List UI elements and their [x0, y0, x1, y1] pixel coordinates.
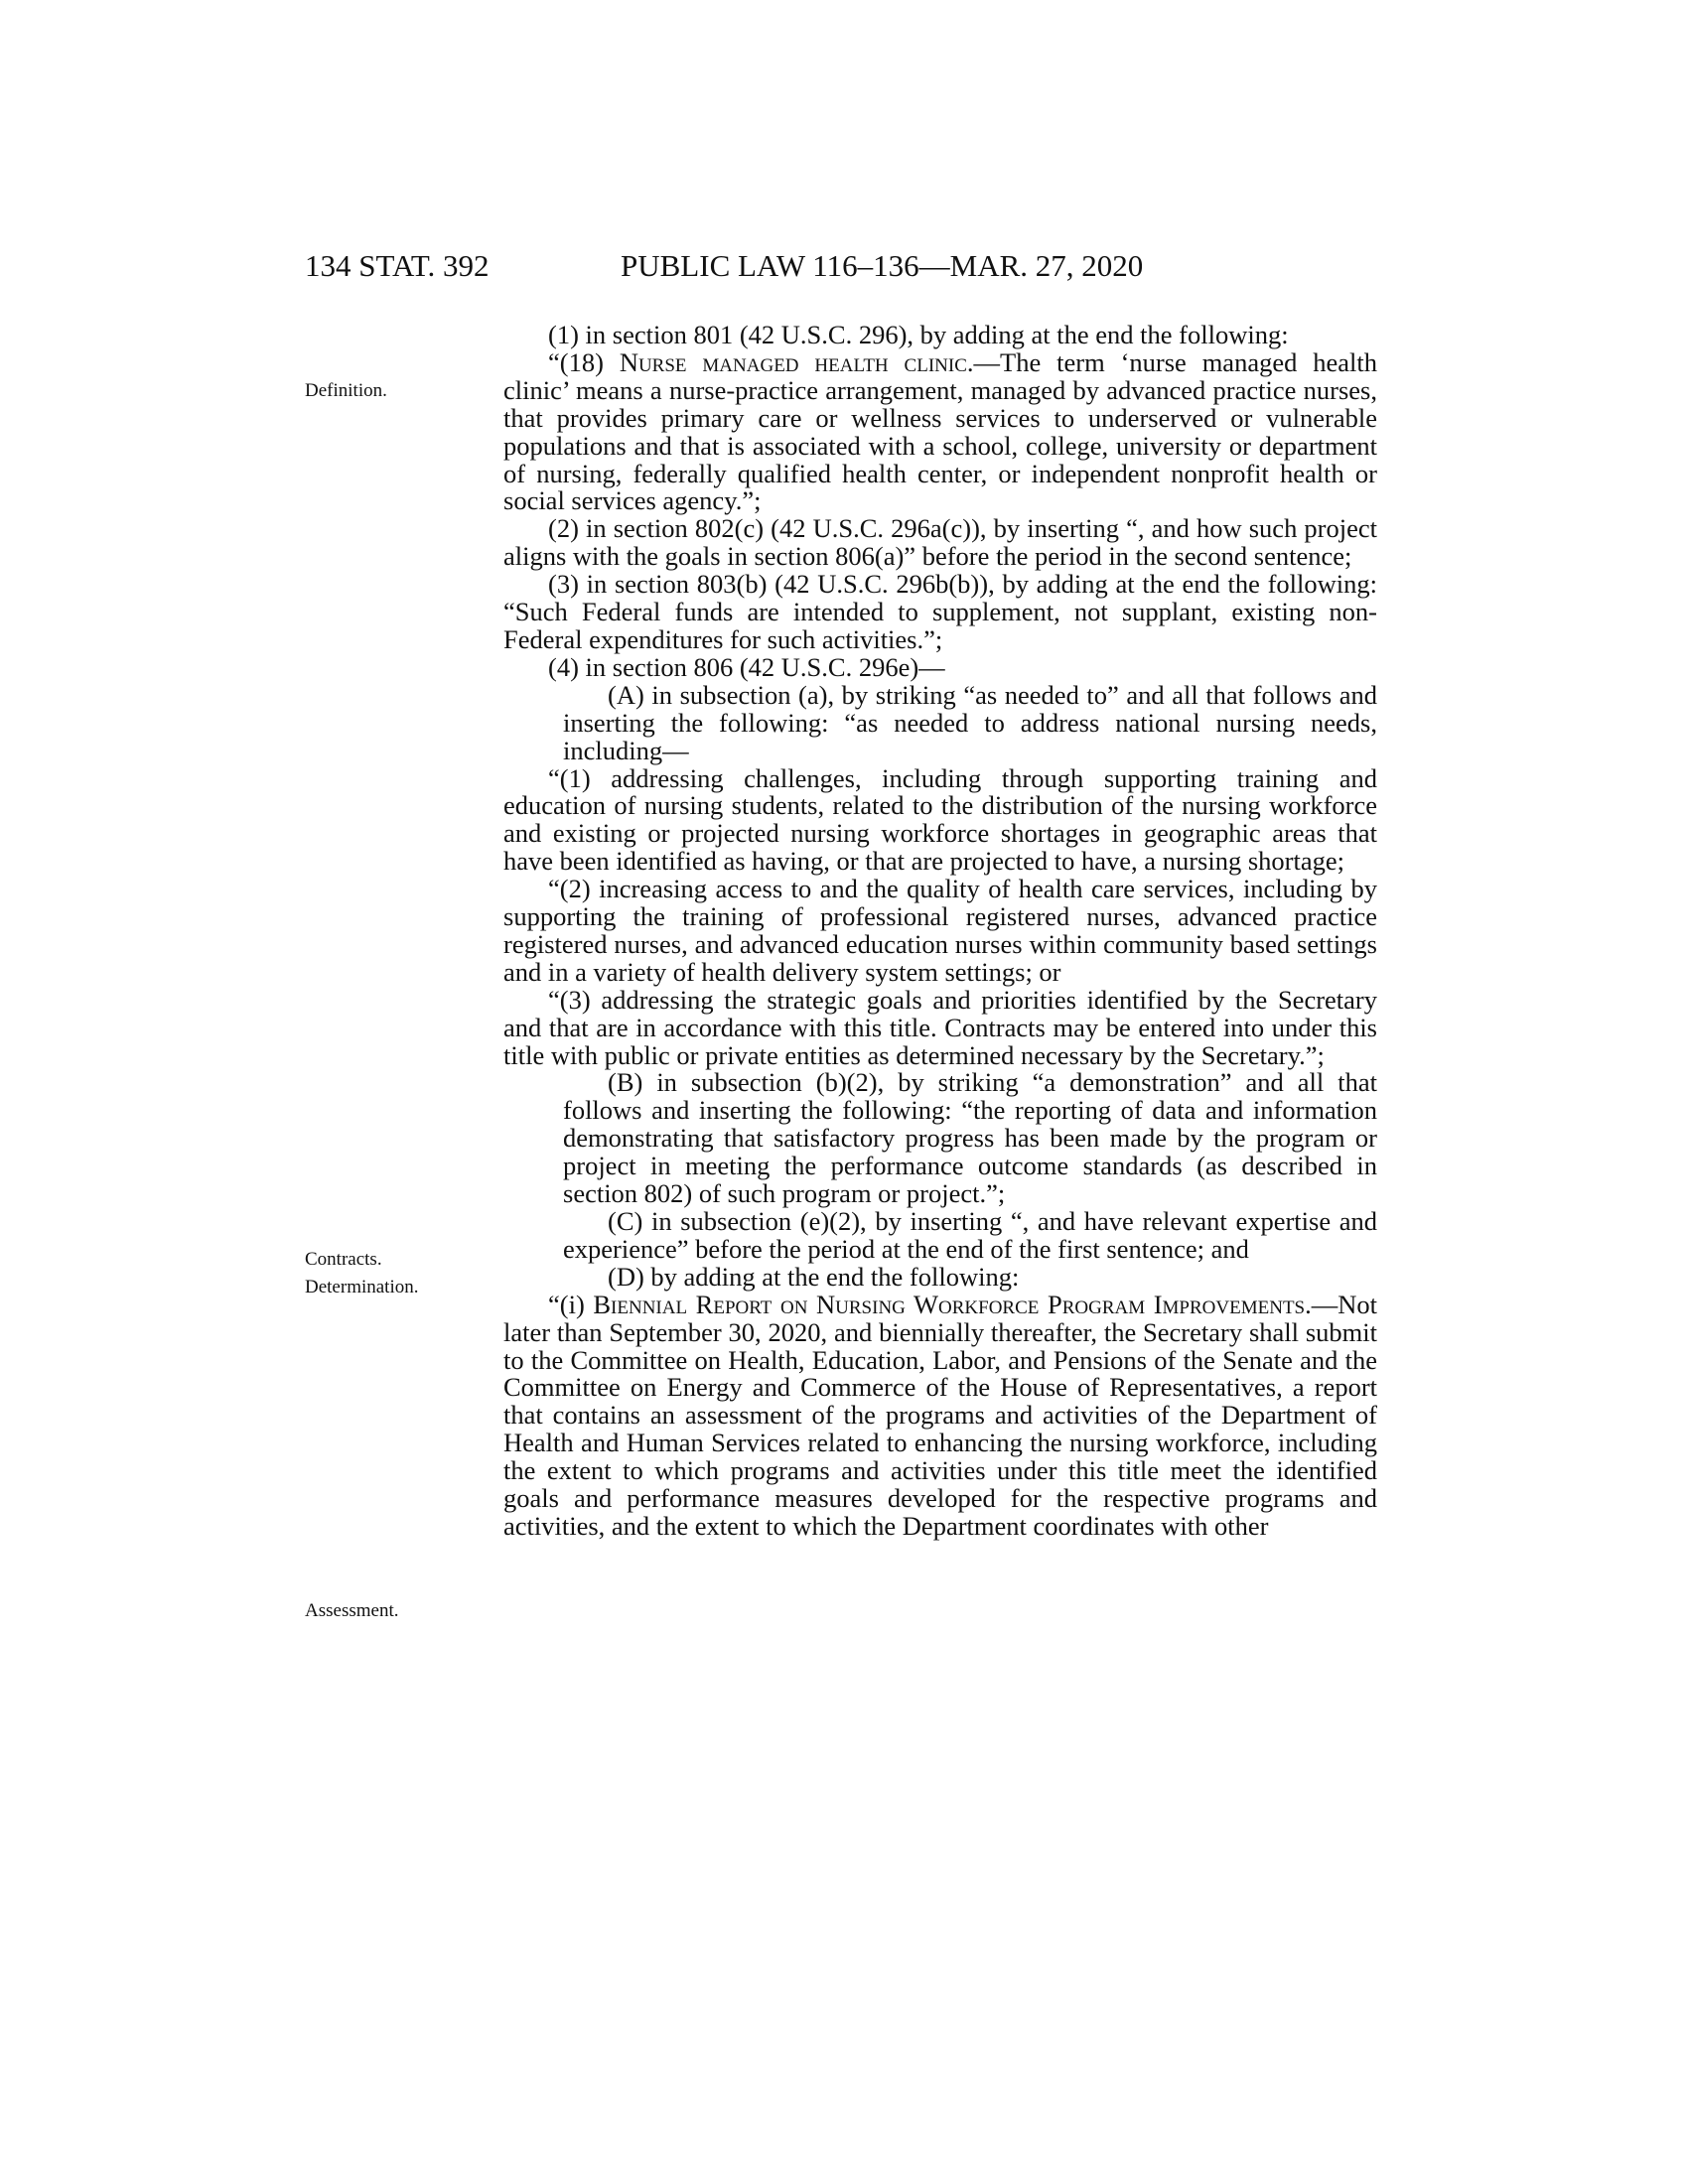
subsection-i-report: [503, 1289, 1377, 1541]
subsection-heading: Biennial Report on Nursing Workforce Program Improvements: [593, 1289, 1306, 1319]
statute-page-reference: 134 STAT. 392: [305, 248, 490, 283]
clause-2: “(2) increasing access to and the quality of health care services, including by supporting the training of professional registered nurses, advanced practice registered nurses, and advanced education nurses within community based settings and in a variety of health delivery system settings; or: [503, 874, 1377, 987]
subsection-lead: “(i): [548, 1289, 594, 1319]
subparagraph-d: (D) by adding at the end the following:: [608, 1261, 1020, 1292]
subparagraph-a: [503, 679, 1377, 765]
paragraph-18-definition: [503, 346, 1377, 516]
clause-3-text: “(3) addressing the strategic goals and priorities identified by the Secretary and that are in accordance with this title. Contracts may be entered into under this title with public or private entities as determined necessary by the Secretary.”;: [503, 984, 1377, 1070]
statute-body-text: [503, 322, 1377, 1541]
paragraph-2: (2) in section 802(c) (42 U.S.C. 296a(c)), by inserting “, and how such project aligns with the goals in section 806(a)” before the period in the second sentence;: [503, 513, 1377, 572]
paragraph-1: (1) in section 801 (42 U.S.C. 296), by adding at the end the following:: [548, 320, 1289, 349]
subparagraph-b: (B) in subsection (b)(2), by striking “a demonstration” and all that follows and inserting the following: “the reporting of data and information demonstrating that satisfactory progress has been made by the program or project in meeting the performance outcome standards (as described in section 802) of such program or project.”;: [563, 1067, 1377, 1209]
paragraph-heading: Nurse managed health clinic: [619, 346, 967, 377]
paragraph-lead: “(18): [548, 346, 620, 377]
page-header: [0, 248, 1688, 288]
paragraph-text: .—The term ‘nurse managed health clinic’ means a nurse-practice arrangement, managed by advanced practice nurses, that provides primary care or wellness services to underserved or vulnerable populations and that is associated with a school, college, university or department of nursing, federally qualified health center, or independent nonprofit health or social services agency.”;: [503, 346, 1377, 516]
margin-note-determination: Determination.: [305, 1276, 419, 1297]
subsection-text: .—Not later than September 30, 2020, and biennially thereafter, the Secretary shall submit to the Committee on Health, Education, Labor, and Pensions of the Senate and the Committee on Energy and Commerce of the House of Representatives, a report that contains an assessment of the programs and activities of the Department of Health and Human Services related to enhancing the nursing workforce, including the extent to which programs and activities under this title meet the identified goals and performance measures developed for the respective programs and activities, and the extent to which the Department coordinates with other: [503, 1289, 1377, 1541]
subparagraph-a-text: (A) in subsection (a), by striking “as needed to” and all that follows and inserting the following: “as needed to address national nursing needs, including—: [563, 679, 1377, 765]
clause-1: “(1) addressing challenges, including through supporting training and education of nursing students, related to the distribution of the nursing workforce and existing or projected nursing workforce shortages in geographic areas that have been identified as having, or that are projected to have, a nursing shortage;: [503, 762, 1377, 877]
margin-note-definition: Definition.: [305, 380, 387, 401]
paragraph-3: (3) in section 803(b) (42 U.S.C. 296b(b)), by adding at the end the following: “Such Federal funds are intended to supplement, not supplant, existing non-Federal expenditures for such activities.”;: [503, 569, 1377, 654]
clause-3: [503, 984, 1377, 1070]
paragraph-4: (4) in section 806 (42 U.S.C. 296e)—: [548, 651, 945, 682]
margin-note-contracts: Contracts.: [305, 1249, 382, 1270]
running-head-title: PUBLIC LAW 116–136—MAR. 27, 2020: [621, 248, 1144, 283]
subparagraph-c: (C) in subsection (e)(2), by inserting “, and have relevant expertise and experience” before the period at the end of the first sentence; and: [563, 1206, 1377, 1264]
margin-note-assessment: Assessment.: [305, 1600, 399, 1621]
margin-note-contracts-determination: [305, 1246, 419, 1301]
